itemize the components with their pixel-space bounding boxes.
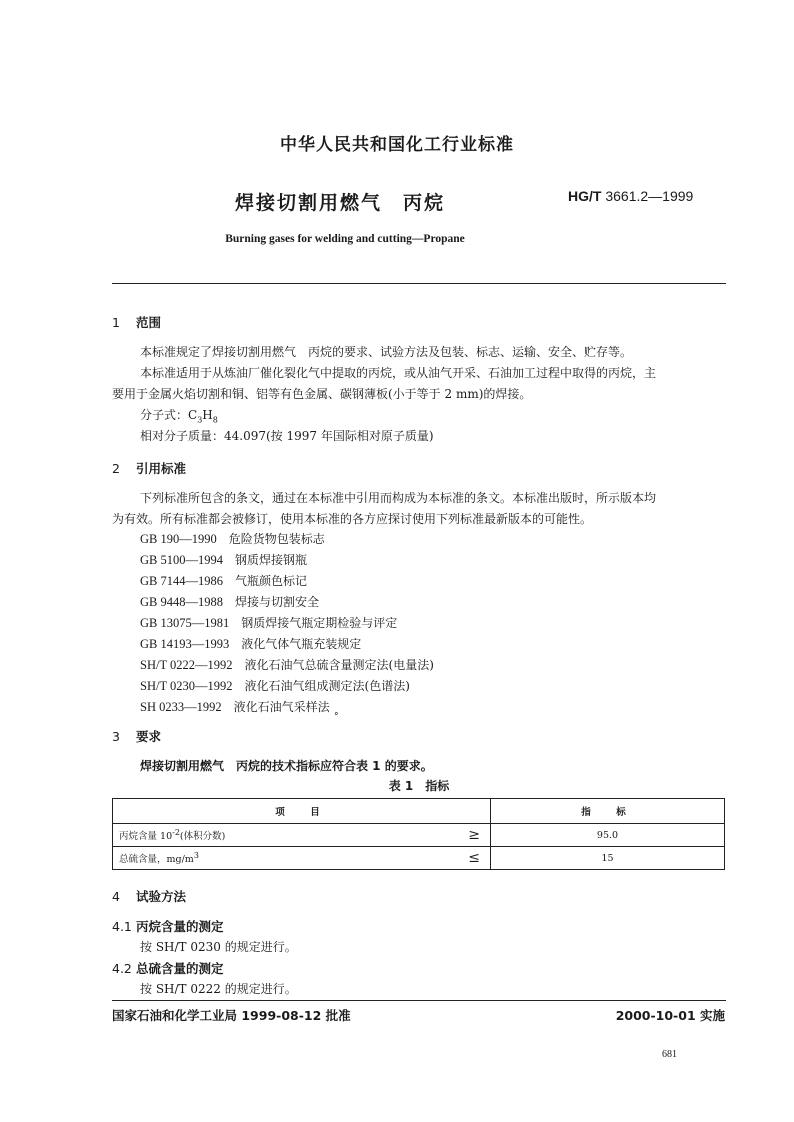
standard-code-prefix: HG/T: [568, 188, 602, 204]
subsection-4-1-title: 丙烷含量的测定: [136, 919, 224, 934]
reference-item: [140, 593, 319, 610]
section-2-para-a: 下列标准所包含的条文，通过在本标准中引用而构成为本标准的条文。本标准出版时，所示版本均: [140, 491, 657, 505]
standard-code: [568, 188, 693, 204]
section-4-number: 4: [112, 889, 120, 904]
table-caption: 表 1 指标: [388, 779, 450, 793]
reference-code: SH/T 0222—1992: [140, 658, 233, 672]
reference-name: 液化石油气总硫含量测定法(电量法): [244, 658, 434, 672]
reference-item: [140, 551, 307, 568]
section-2-para-b: 为有效。所有标准都会被修订，使用本标准的各方应探讨使用下列标准最新版本的可能性。: [112, 512, 593, 526]
reference-item: [140, 530, 325, 547]
reference-name: 钢质焊接钢瓶: [235, 553, 308, 567]
reference-code: GB 5100—1994: [140, 553, 223, 567]
formula-c: C: [188, 408, 198, 422]
section-3-para: 焊接切割用燃气 丙烷的技术指标应符合表 1 的要求。: [140, 759, 433, 773]
formula-c-sub: 3: [197, 415, 203, 425]
molecular-mass: 相对分子质量：44.097(按 1997 年国际相对原子质量): [140, 429, 434, 443]
section-1-para-2a: 本标准适用于从炼油厂催化裂化气中提取的丙烷，或从油气开采、石油加工过程中取得的丙烷，主: [140, 366, 657, 380]
table-header-row: [113, 799, 725, 824]
header-index: 指 标: [491, 799, 725, 824]
reference-name: 钢质焊接气瓶定期检验与评定: [241, 616, 398, 630]
header-rule: [112, 283, 726, 284]
section-4-heading: [112, 887, 186, 905]
reference-code: GB 190—1990: [140, 532, 217, 546]
standard-title: 焊接切割用燃气 丙烷: [234, 192, 445, 214]
issuing-organization: 中华人民共和国化工行业标准: [280, 135, 514, 155]
section-3-heading: [112, 727, 161, 745]
approval-line: 国家石油和化学工业局 1999-08-12 批准: [112, 1008, 351, 1023]
formula-label: 分子式：: [140, 408, 189, 422]
stray-mark: °: [334, 712, 339, 722]
reference-code: SH 0233—1992: [140, 700, 222, 714]
page-number: 681: [662, 1049, 677, 1060]
section-3-title: 要求: [136, 729, 162, 744]
reference-code: GB 13075—1981: [140, 616, 230, 630]
row-item-tail: (体积分数): [179, 831, 226, 843]
row-operator: ≤: [411, 847, 491, 870]
subsection-4-2-heading: [112, 959, 224, 977]
reference-name: 液化石油气采样法: [233, 700, 330, 714]
reference-code: SH/T 0230—1992: [140, 679, 233, 693]
indicator-table: [112, 798, 725, 870]
row-item: [113, 824, 411, 847]
row-item-sup: -2: [172, 827, 180, 837]
row-item-sup: 3: [193, 850, 199, 860]
subsection-4-1-text: 按 SH/T 0230 的规定进行。: [140, 940, 297, 954]
reference-item: [140, 572, 307, 589]
reference-name: 气瓶颜色标记: [235, 574, 308, 588]
row-item-text: 总硫含量，mg/m: [119, 854, 194, 866]
english-title: Burning gases for welding and cutting—Propane: [225, 233, 465, 245]
reference-name: 液化气体气瓶充装规定: [241, 637, 362, 651]
header-item: 项 目: [113, 799, 491, 824]
reference-item: [140, 656, 434, 673]
standard-code-number: 3661.2—1999: [605, 188, 694, 204]
section-3-number: 3: [112, 729, 120, 744]
reference-code: GB 7144—1986: [140, 574, 223, 588]
formula-h: H: [202, 408, 213, 422]
reference-name: 焊接与切割安全: [235, 595, 320, 609]
table-row: [113, 847, 725, 870]
reference-code: GB 14193—1993: [140, 637, 230, 651]
section-1-title: 范围: [136, 315, 162, 330]
section-2-heading: [112, 459, 186, 477]
section-1-para-1: 本标准规定了焊接切割用燃气 丙烷的要求、试验方法及包装、标志、运输、安全、贮存等。: [140, 345, 633, 359]
subsection-4-2-title: 总硫含量的测定: [136, 961, 224, 976]
reference-item: [140, 698, 330, 715]
reference-code: GB 9448—1988: [140, 595, 223, 609]
molecular-formula: [140, 406, 218, 424]
section-2-number: 2: [112, 461, 120, 476]
row-operator: ≥: [411, 824, 491, 847]
implementation-date: 2000-10-01 实施: [615, 1008, 725, 1023]
reference-item: [140, 677, 410, 694]
row-item: [113, 847, 411, 870]
formula-h-sub: 8: [212, 415, 218, 425]
section-1-number: 1: [112, 315, 120, 330]
reference-name: 危险货物包装标志: [228, 532, 325, 546]
section-2-title: 引用标准: [136, 461, 187, 476]
reference-item: [140, 635, 361, 652]
subsection-4-2-number: 4.2: [112, 961, 132, 976]
row-item-text: 丙烷含量 10: [119, 831, 173, 843]
section-1-para-2b: 要用于金属火焰切割和铜、铝等有色金属、碳钢薄板(小于等于 2 mm)的焊接。: [112, 387, 532, 401]
section-1-heading: [112, 313, 161, 331]
row-value: 95.0: [491, 824, 725, 847]
subsection-4-1-heading: [112, 917, 224, 935]
reference-name: 液化石油气组成测定法(色谱法): [244, 679, 410, 693]
section-4-title: 试验方法: [136, 889, 187, 904]
table-row: [113, 824, 725, 847]
subsection-4-2-text: 按 SH/T 0222 的规定进行。: [140, 982, 297, 996]
footer-rule: [112, 1000, 726, 1001]
row-value: 15: [491, 847, 725, 870]
reference-item: [140, 614, 397, 631]
subsection-4-1-number: 4.1: [112, 919, 132, 934]
